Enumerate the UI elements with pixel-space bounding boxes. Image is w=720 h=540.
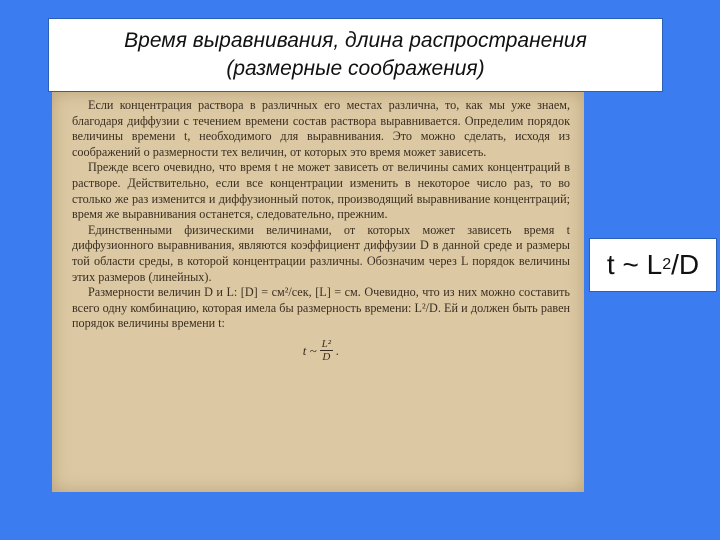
scanned-book-page (52, 92, 584, 492)
slide-title-box (48, 18, 663, 92)
scanned-text-block (72, 98, 570, 363)
book-formula-lhs: t ~ (302, 342, 317, 358)
book-formula-fraction (320, 338, 333, 363)
slide-title-line-2: (размерные соображения) (226, 57, 485, 80)
side-formula-t: t (606, 249, 615, 280)
paragraph-2: Прежде всего очевидно, что время t не может зависеть от величины самих концентраций в растворе. Действительно, если все концентрации изменить в некоторое число раз, то во столько же раз изменится и диффузионный поток, производящий выравнивание концентраций; время же выравнивания останется, следовательно, прежним. (72, 160, 570, 222)
side-formula-box (589, 238, 717, 292)
side-formula-rest: /D (671, 249, 700, 280)
book-formula-end: . (336, 342, 340, 358)
book-formula (72, 338, 570, 363)
paragraph-4: Размерности величин D и L: [D] = см²/сек, [L] = см. Очевидно, что из них можно составить всего одну комбинацию, которая имела бы размерность времени: L²/D. Ей и должен быть равен порядок величины времени t: (72, 285, 570, 331)
paragraph-1: Если концентрация раствора в различных его местах различна, то, как мы уже знаем, благодаря диффузии с течением времени состав раствора выравнивается. Определим порядок величины времени t, необходимого для выравнивания. Это можно сделать, исходя из соображений о размерности тех величин, от которых это время может зависеть. (72, 98, 570, 159)
paragraph-3: Единственными физическими величинами, от которых может зависеть время t диффузионного выравнивания, являются коэффициент диффузии D в данной среде и размеры той области среды, в которой концентрации различны. Обозначим через L порядок величины этих размеров (линейных). (72, 222, 570, 284)
side-formula-sim: ~ (622, 249, 639, 280)
book-formula-numerator: L² (321, 337, 332, 350)
book-formula-denominator: D (322, 350, 331, 363)
side-formula-exponent: 2 (662, 256, 672, 273)
slide-title-line-1: Время выравнивания, длина распространения (124, 29, 587, 52)
side-formula-L: L (646, 249, 663, 280)
